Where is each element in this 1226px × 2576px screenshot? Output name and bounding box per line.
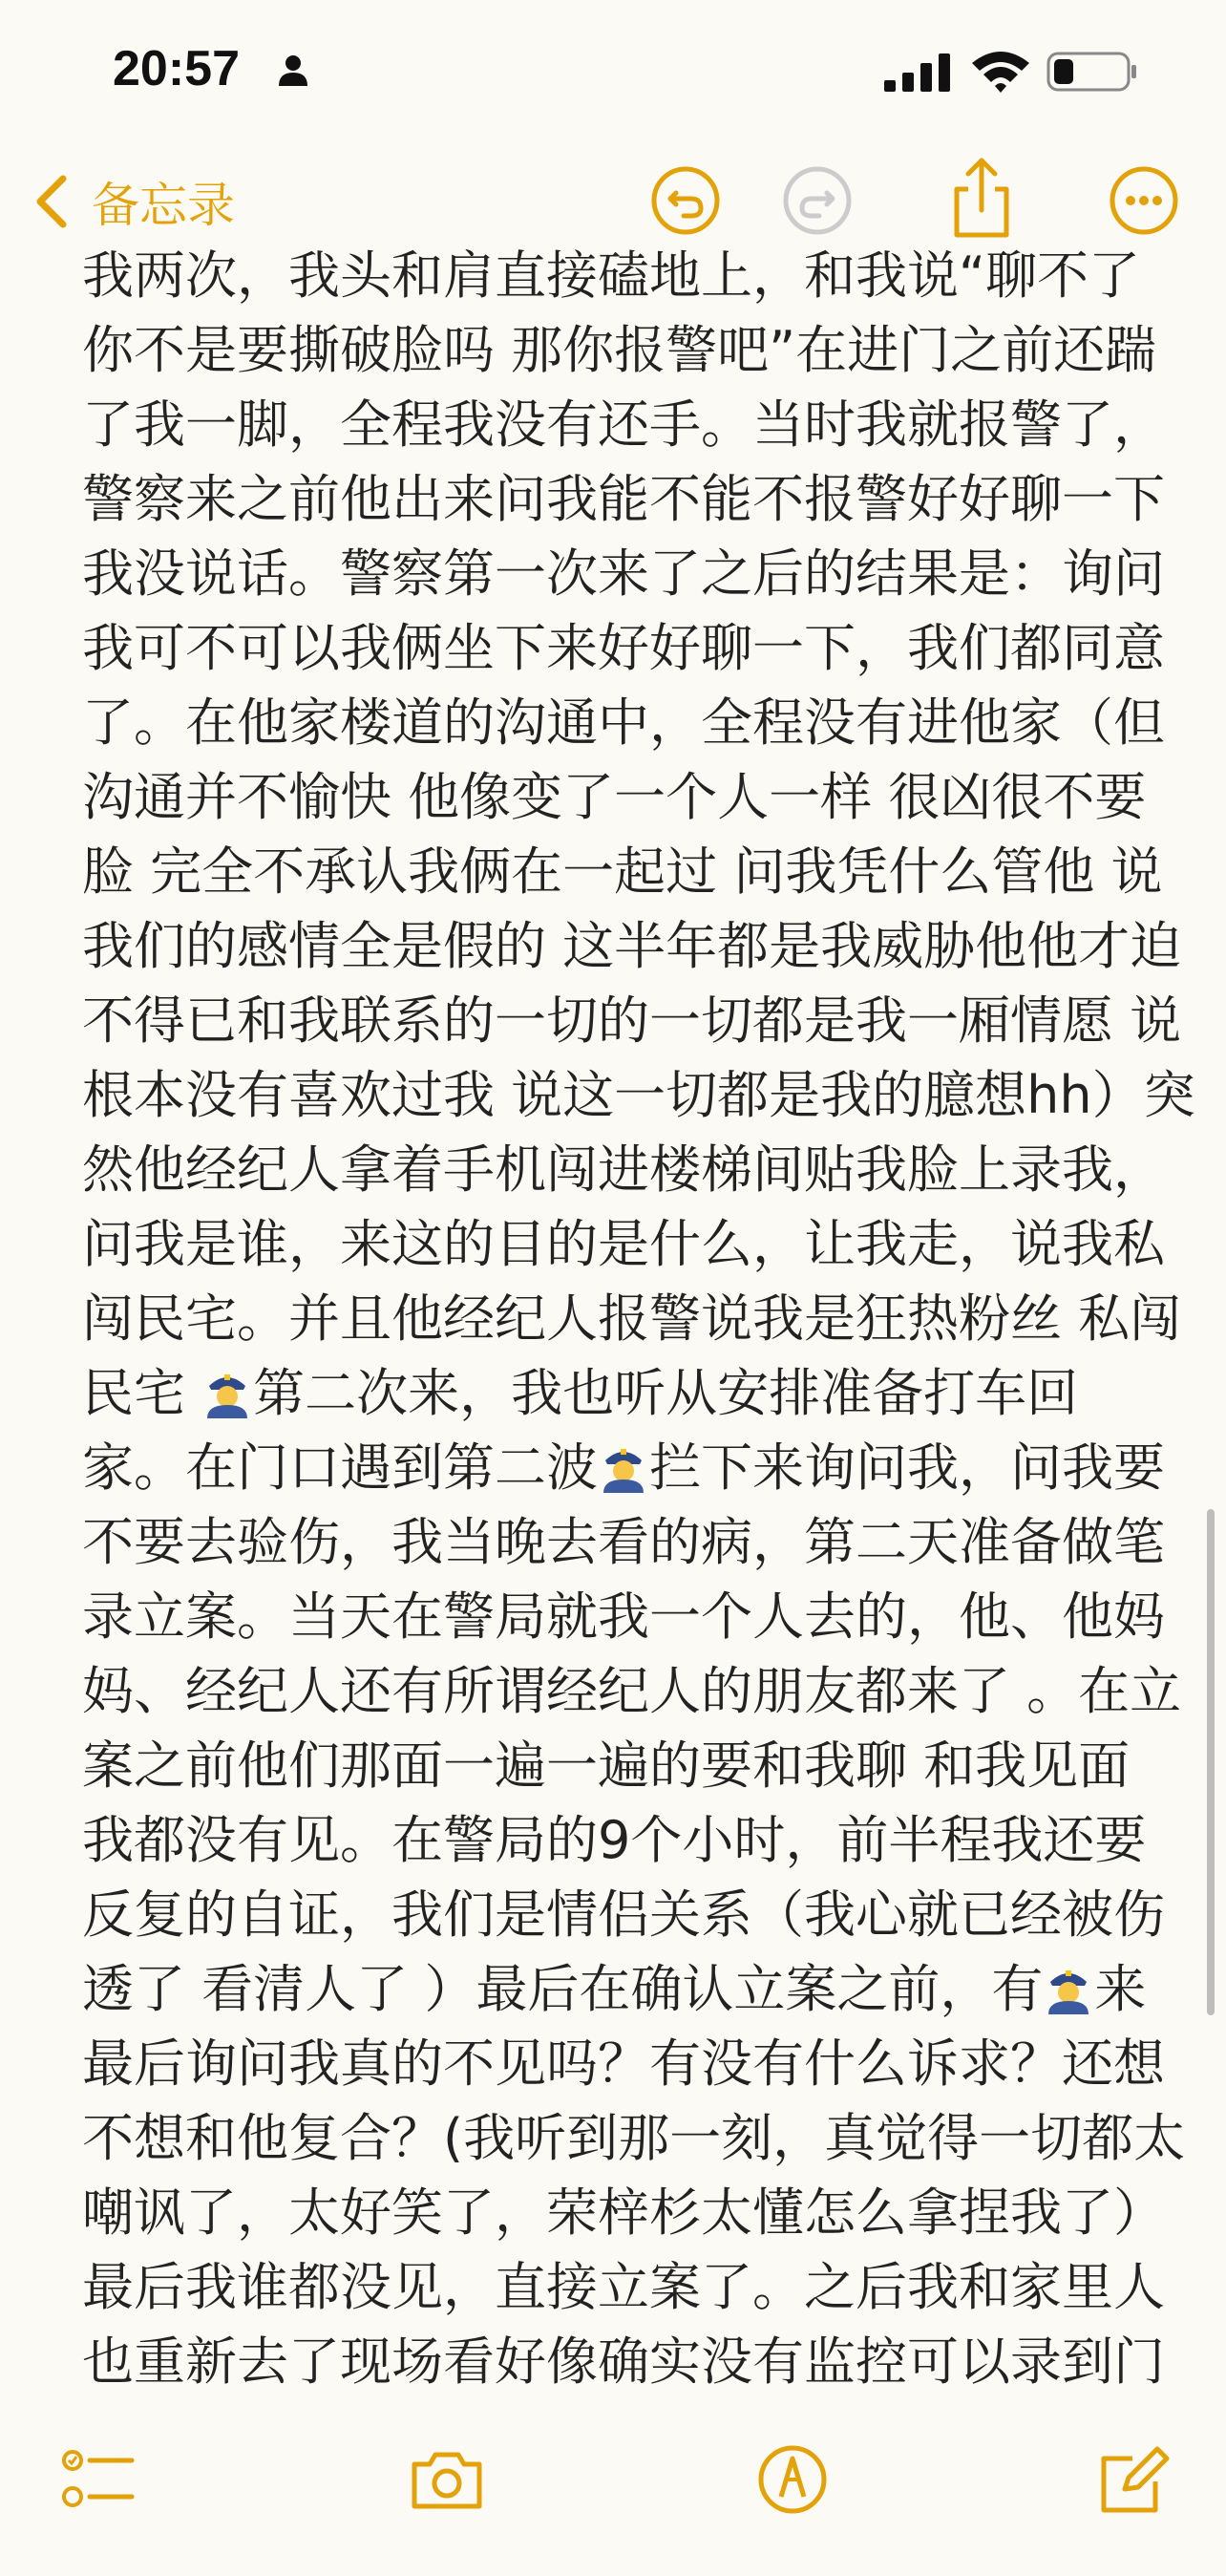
note-line: 我们的感情全是假的 这半年都是我威胁他他才迫 [82,916,1182,976]
checklist-icon[interactable] [59,2443,136,2516]
note-line: 不要去验伤，我当晚去看的病，第二天准备做笔 [82,1512,1165,1572]
note-line: 嘲讽了，太好笑了，荣梓杉太懂怎么拿捏我了） [82,2182,1165,2243]
compose-icon[interactable] [1096,2443,1173,2516]
police-officer-emoji-icon [1043,1963,1094,2014]
note-line: 也重新去了现场看好像确实没有监控可以录到门 [82,2331,1165,2392]
share-icon[interactable] [943,157,1020,239]
more-icon[interactable] [1108,164,1180,237]
status-time: 20:57 [113,41,240,96]
scroll-indicator[interactable] [1207,1509,1215,2015]
redo-icon[interactable] [781,164,854,237]
note-line: 脸 完全不承认我俩在一起过 问我凭什么管他 说 [82,841,1163,902]
chevron-left-icon [32,175,69,228]
note-line: 反复的自证，我们是情侣关系（我心就已经被伤 [82,1884,1165,1945]
note-line: 录立案。当天在警局就我一个人去的，他、他妈 [82,1586,1165,1647]
back-label: 备忘录 [92,178,235,233]
note-line: 根本没有喜欢过我 说这一切都是我的臆想hh）突 [82,1065,1195,1125]
note-line [82,1952,1147,2027]
police-officer-emoji-icon [201,1367,253,1418]
note-line: 了我一脚，全程我没有还手。当时我就报警了， [82,394,1165,455]
note-line: 我没说话。警察第一次来了之后的结果是：询问 [82,543,1165,604]
wifi-icon [970,48,1031,94]
note-line [82,1431,1165,1505]
note-line: 沟通并不愉快 他像变了一个人一样 很凶很不要 [82,767,1147,827]
note-line: 然他经纪人拿着手机闯进楼梯间贴我脸上录我， [82,1139,1165,1200]
note-line [82,1356,1142,1431]
note-text: 家。在门口遇到第二波 [82,1437,598,1498]
note-line: 闯民宅。并且他经纪人报警说我是狂热粉丝 私闯 [82,1288,1182,1349]
note-line: 妈、经纪人还有所谓经纪人的朋友都来了 。在立 [82,1661,1182,1721]
navigation-bar [0,153,1226,248]
police-officer-emoji-icon [598,1441,649,1493]
note-line: 案之前他们那面一遍一遍的要和我聊 和我见面 [82,1735,1131,1796]
camera-icon[interactable] [409,2443,485,2516]
note-line: 我都没有见。在警局的9个小时，前半程我还要 [82,1810,1147,1870]
note-line: 最后我谁都没见，直接立案了。之后我和家里人 [82,2257,1165,2317]
bottom-toolbar [0,2426,1226,2531]
note-text: 民宅 [82,1363,202,1423]
status-bar [0,0,1226,143]
note-line: 不想和他复合？(我听到那一刻，真觉得一切都太 [82,2108,1186,2168]
note-body[interactable] [82,239,1195,2399]
note-line: 我可不可以我俩坐下来好好聊一下，我们都同意 [82,618,1165,678]
note-text: 来 [1094,1959,1147,2019]
note-line: 我两次，我头和肩直接磕地上，和我说“聊不了 [82,245,1140,306]
note-text: 第二次来，我也听从安排准备打车回 [253,1363,1079,1423]
note-line: 不得已和我联系的一切的一切都是我一厢情愿 说 [82,990,1182,1051]
back-button[interactable] [32,170,235,233]
battery-icon [1046,52,1138,92]
note-line: 警察来之前他出来问我能不能不报警好好聊一下 [82,469,1165,529]
markup-icon[interactable] [754,2443,831,2516]
note-text: 拦下来询问我，问我要 [649,1437,1165,1498]
note-line: 了。在他家楼道的沟通中，全程没有进他家（但 [82,692,1165,753]
cellular-signal-icon [884,53,953,92]
note-text: 透了 看清人了 ）最后在确认立案之前，有 [82,1959,1044,2019]
note-line: 最后询问我真的不见吗？有没有什么诉求？还想 [82,2033,1165,2094]
person-icon [277,53,309,86]
note-line: 问我是谁，来这的目的是什么，让我走，说我私 [82,1214,1165,1274]
undo-icon[interactable] [649,164,722,237]
note-line: 你不是要撕破脸吗 那你报警吧”在进门之前还踹 [82,320,1157,380]
